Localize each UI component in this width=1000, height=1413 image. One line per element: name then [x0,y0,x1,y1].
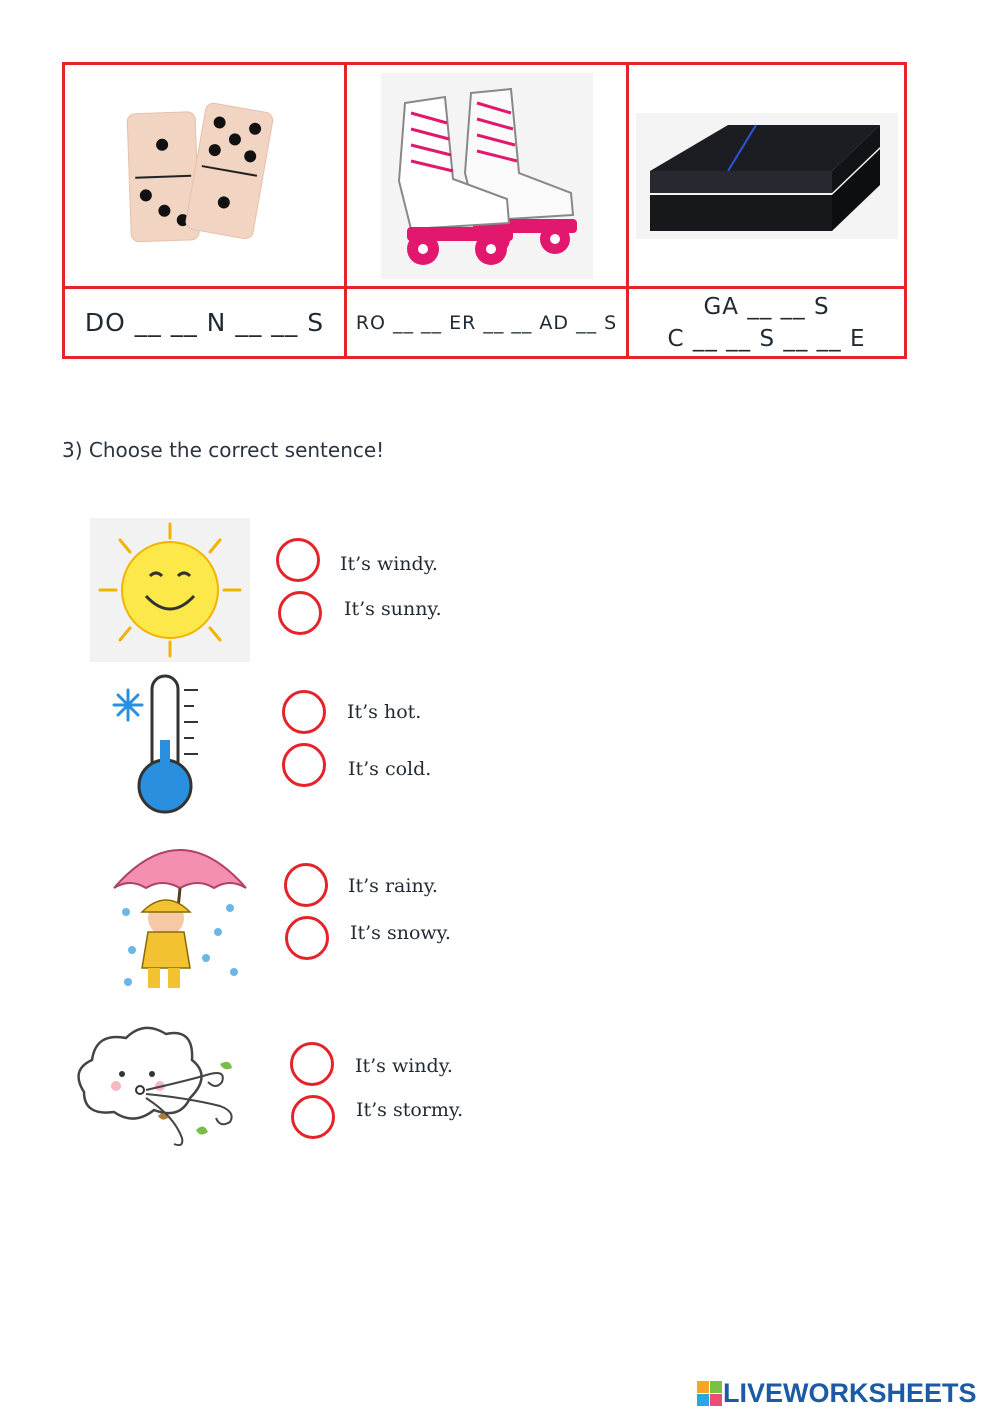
word-clue-line: DO __ __ N __ __ S [84,307,325,337]
option-label: It’s cold. [348,758,432,780]
rain-umbrella-girl-icon [110,832,250,998]
option-radio-q3-a[interactable] [284,863,328,907]
dominoes-image [65,65,344,286]
word-grid [62,62,907,359]
option-label: It’s windy. [355,1055,453,1077]
word-clue-line: C __ __ S __ __ E [667,325,866,352]
dominoes-icon [115,96,295,256]
option-radio-q2-b[interactable] [282,743,326,787]
game-console-image [629,65,904,286]
thermometer-picture [108,670,208,820]
rain-picture [110,832,250,998]
liveworksheets-logo [697,1378,977,1409]
option-radio-q3-b[interactable] [285,916,329,960]
word-clue-dominoes [65,289,344,356]
roller-skates-icon [381,73,593,279]
option-radio-q1-b[interactable] [278,591,322,635]
word-clue-roller-skates [347,289,626,356]
option-label: It’s snowy. [350,922,451,944]
roller-skates-image [347,65,626,286]
option-label: It’s rainy. [348,875,438,897]
option-label: It’s stormy. [356,1099,464,1121]
word-clue-line: GA __ __ S [703,293,830,320]
logo-text: LIVEWORKSHEETS [723,1378,977,1408]
cold-thermometer-icon [108,670,208,820]
windy-cloud-icon [70,1020,250,1150]
option-label: It’s sunny. [344,598,442,620]
word-clue-line: RO __ __ ER __ __ AD __ S [355,311,618,334]
option-radio-q2-a[interactable] [282,690,326,734]
option-label: It’s hot. [347,701,422,723]
game-console-icon [636,113,898,239]
option-label: It’s windy. [340,553,438,575]
sun-icon [90,518,250,662]
option-radio-q4-a[interactable] [290,1042,334,1086]
section-heading: 3) Choose the correct sentence! [62,438,385,462]
logo-badge-icon [697,1381,723,1407]
windy-cloud-picture [70,1020,250,1150]
sun-picture [90,518,250,662]
word-clue-games-console [629,289,904,356]
option-radio-q1-a[interactable] [276,538,320,582]
option-radio-q4-b[interactable] [291,1095,335,1139]
